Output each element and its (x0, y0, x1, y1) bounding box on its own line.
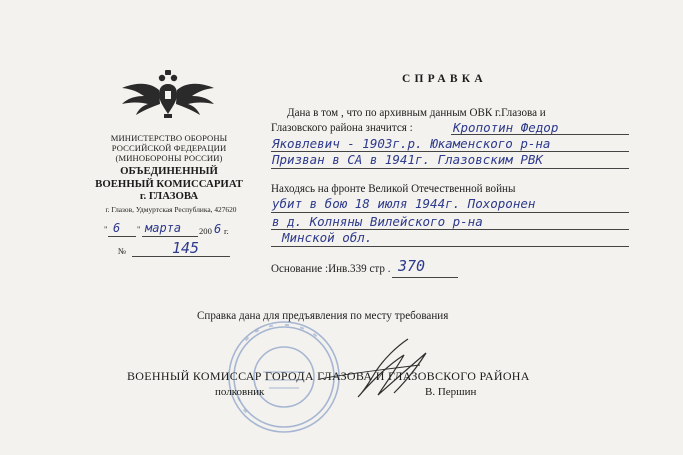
commissariat-line: г. ГЛАЗОВА (139, 190, 199, 203)
commissariat-header (84, 165, 254, 203)
fate-underline-3 (271, 246, 629, 247)
issue-year-prefix: 200 (199, 226, 212, 236)
document-title: СПРАВКА (402, 73, 487, 85)
basis-page-underline (392, 277, 458, 278)
issue-year-tail: г. (224, 226, 229, 236)
intro-line-1: Дана в том , что по архивным данным ОВК г.Глазова и (287, 107, 546, 119)
issue-month: марта (145, 221, 182, 235)
commissar-name: В. Першин (425, 386, 477, 398)
commissar-position: ВОЕННЫЙ КОМИССАР ГОРОДА ГЛАЗОВА И ГЛАЗОВСКОГО РАЙОНА (127, 369, 530, 383)
number-label: № (118, 246, 127, 256)
purpose-text: Справка дана для предъявления по месту требования (197, 310, 449, 322)
person-details: Яковлевич - 1903г.р. Юкаменского р-на (272, 136, 551, 151)
ministry-line: РОССИЙСКОЙ ФЕДЕРАЦИИ (111, 143, 227, 154)
commissariat-address: г. Глазов, Удмуртская Республика, 427620 (105, 205, 237, 214)
fate-line-1: убит в бою 18 июля 1944г. Похоронен (272, 196, 536, 211)
ministry-line: (МИНОБОРОНЫ РОССИИ) (115, 153, 223, 164)
intro-line-2: Глазовского района значится : (271, 122, 413, 134)
issue-year-suffix: 6 (214, 222, 222, 236)
issue-day: 6 (113, 221, 121, 235)
fate-line-2: в д. Колняны Вилейского р-на (272, 214, 483, 229)
date-month-underline (142, 236, 198, 237)
fate-underline-1 (271, 212, 629, 213)
basis-label: Основание :Инв.339 стр . (271, 263, 391, 275)
commissariat-line: ОБЪЕДИНЕННЫЙ (120, 165, 218, 177)
date-quote-close: " (137, 224, 141, 234)
person-conscription: Призван в СА в 1941г. Глазовским РВК (272, 152, 543, 167)
date-day-underline (108, 236, 136, 237)
commissariat-line: ВОЕННЫЙ КОМИССАРИАТ (95, 177, 243, 190)
date-quote-open: " (104, 224, 108, 234)
basis-page: 370 (398, 257, 426, 275)
person-name: Кропотин Федор (453, 120, 559, 135)
ministry-header (86, 133, 252, 164)
person-underline-3 (271, 168, 629, 169)
double-headed-eagle-icon (118, 70, 218, 120)
front-text: Находясь на фронте Великой Отечественной войны (271, 183, 516, 195)
fate-line-3: Минской обл. (282, 230, 373, 245)
ministry-line: МИНИСТЕРСТВО ОБОРОНЫ (110, 133, 228, 143)
issue-number: 145 (172, 239, 200, 257)
commissar-rank: полковник (215, 386, 265, 398)
